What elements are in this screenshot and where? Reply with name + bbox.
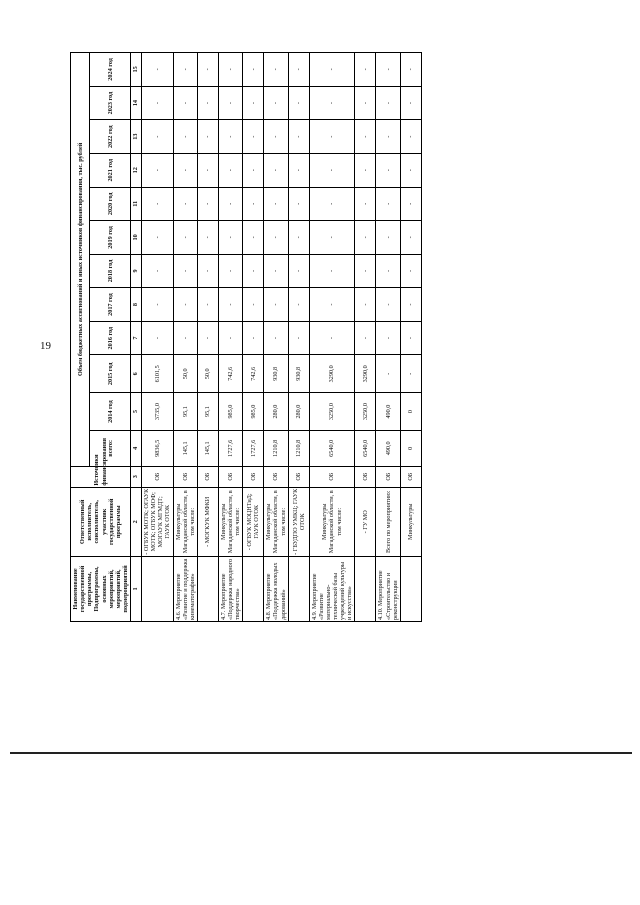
program-name-cell xyxy=(400,556,421,621)
year-value-cell: - xyxy=(355,221,376,255)
year-value-cell: - xyxy=(309,120,355,154)
year-value-cell: - xyxy=(197,221,218,255)
year-value-cell: - xyxy=(218,288,242,322)
year-value-cell: - xyxy=(197,153,218,187)
total-cell: 1727,6 xyxy=(243,430,264,466)
program-name-cell: 4.7. Мероприятие «Поддержка народного творчества» xyxy=(218,556,242,621)
year-value-cell: 3290,0 xyxy=(309,355,355,393)
year-value-cell: - xyxy=(218,53,242,87)
year-value-cell: - xyxy=(173,254,197,288)
responsible-cell: - МОГКУК МФКИ xyxy=(197,487,218,556)
year-value-cell: - xyxy=(376,187,400,221)
responsible-cell: Минкультуры Магаданской области, в том числе: xyxy=(264,487,288,556)
total-cell: 145,1 xyxy=(197,430,218,466)
total-cell: 1727,6 xyxy=(218,430,242,466)
responsible-cell: Минкультуры Магаданской области, в том числе: xyxy=(218,487,242,556)
column-index: 6 xyxy=(131,355,142,393)
year-value-cell: 95,1 xyxy=(197,393,218,431)
header-year: 2015 год xyxy=(90,355,131,393)
column-index: 12 xyxy=(131,153,142,187)
year-value-cell: - xyxy=(355,120,376,154)
column-index: 3 xyxy=(131,466,142,487)
year-value-cell: - xyxy=(309,153,355,187)
year-value-cell: - xyxy=(355,187,376,221)
header-name: Наименование государственной программы, Подпрограммы, основных мероприятий, мероприятий, подмероприятий xyxy=(71,556,131,621)
table-row xyxy=(355,53,376,622)
year-value-cell: - xyxy=(288,254,309,288)
year-value-cell: - xyxy=(376,86,400,120)
year-value-cell: 50,0 xyxy=(173,355,197,393)
year-value-cell: - xyxy=(288,120,309,154)
table-row xyxy=(142,53,174,622)
total-cell: 6540,0 xyxy=(355,430,376,466)
header-source: Источники финансирования xyxy=(71,466,131,487)
year-value-cell: - xyxy=(218,86,242,120)
year-value-cell: 742,6 xyxy=(243,355,264,393)
year-value-cell: - xyxy=(142,288,174,322)
year-value-cell: - xyxy=(197,187,218,221)
horizontal-rule xyxy=(10,752,632,754)
year-value-cell: - xyxy=(264,86,288,120)
year-value-cell: - xyxy=(376,221,400,255)
column-index: 5 xyxy=(131,393,142,431)
source-cell: ОБ xyxy=(288,466,309,487)
header-year: 2016 год xyxy=(90,321,131,355)
year-value-cell: - xyxy=(173,153,197,187)
source-cell: ОБ xyxy=(355,466,376,487)
year-value-cell: - xyxy=(288,321,309,355)
year-value-cell: - xyxy=(400,288,421,322)
year-value-cell: - xyxy=(243,187,264,221)
responsible-cell: - ГУ МО xyxy=(355,487,376,556)
program-name-cell: 4.8. Мероприятие «Поддержка молодых дарований» xyxy=(264,556,288,621)
column-index: 9 xyxy=(131,254,142,288)
year-value-cell: 742,6 xyxy=(218,355,242,393)
year-value-cell: - xyxy=(173,187,197,221)
year-value-cell: - xyxy=(243,86,264,120)
year-value-cell: - xyxy=(400,321,421,355)
year-value-cell: - xyxy=(355,53,376,87)
year-value-cell: - xyxy=(376,120,400,154)
year-value-cell: - xyxy=(355,288,376,322)
header-year: 2017 год xyxy=(90,288,131,322)
year-value-cell: - xyxy=(243,153,264,187)
table-row xyxy=(376,53,400,622)
program-name-cell xyxy=(243,556,264,621)
total-cell: 1210,8 xyxy=(264,430,288,466)
header-year: 2024 год xyxy=(90,53,131,87)
program-name-cell: 4.6. Мероприятие «Развитие и поддержка кинематографии» xyxy=(173,556,197,621)
total-cell: 6540,0 xyxy=(309,430,355,466)
year-value-cell: - xyxy=(309,254,355,288)
year-value-cell: - xyxy=(243,321,264,355)
header-budget: Объем бюджетных ассигнований и иных источников финансирования, тыс. рублей xyxy=(71,53,90,467)
column-index: 1 xyxy=(131,556,142,621)
program-name-cell xyxy=(142,556,174,621)
rotated-table-frame xyxy=(70,52,580,622)
year-value-cell: 490,0 xyxy=(376,393,400,431)
year-value-cell: 95,1 xyxy=(173,393,197,431)
column-index: 13 xyxy=(131,120,142,154)
year-value-cell: - xyxy=(197,321,218,355)
year-value-cell: - xyxy=(309,321,355,355)
header-total: всего: xyxy=(90,430,131,466)
year-value-cell: - xyxy=(355,153,376,187)
year-value-cell: - xyxy=(142,120,174,154)
year-value-cell: - xyxy=(288,86,309,120)
year-value-cell: - xyxy=(288,187,309,221)
year-value-cell: - xyxy=(243,288,264,322)
responsible-cell: - ОГБУК МОЦНТиД; ГАУК ОТОК xyxy=(243,487,264,556)
column-index: 8 xyxy=(131,288,142,322)
year-value-cell: - xyxy=(173,221,197,255)
year-value-cell: - xyxy=(142,86,174,120)
column-index: 10 xyxy=(131,221,142,255)
program-name-cell xyxy=(197,556,218,621)
responsible-cell: Минкультуры Магаданской области, в том числе: xyxy=(173,487,197,556)
source-cell: ОБ xyxy=(173,466,197,487)
year-value-cell: - xyxy=(400,86,421,120)
header-year: 2022 год xyxy=(90,120,131,154)
year-value-cell: 985,0 xyxy=(218,393,242,431)
year-value-cell: - xyxy=(218,153,242,187)
year-value-cell: - xyxy=(264,120,288,154)
column-index: 15 xyxy=(131,53,142,87)
year-value-cell: - xyxy=(400,187,421,221)
header-year: 2018 год xyxy=(90,254,131,288)
year-value-cell: - xyxy=(243,53,264,87)
header-year: 2023 год xyxy=(90,86,131,120)
year-value-cell: - xyxy=(288,221,309,255)
source-cell: ОБ xyxy=(218,466,242,487)
header-year: 2014 год xyxy=(90,393,131,431)
year-value-cell: 6101,5 xyxy=(142,355,174,393)
header-year: 2021 год xyxy=(90,153,131,187)
budget-table xyxy=(70,52,422,622)
table-row xyxy=(197,53,218,622)
year-value-cell: - xyxy=(400,254,421,288)
year-value-cell: - xyxy=(309,288,355,322)
year-value-cell: - xyxy=(376,53,400,87)
year-value-cell: - xyxy=(376,288,400,322)
year-value-cell: - xyxy=(355,86,376,120)
year-value-cell: - xyxy=(218,321,242,355)
table-row xyxy=(309,53,355,622)
year-value-cell: - xyxy=(309,53,355,87)
table-row xyxy=(243,53,264,622)
year-value-cell: - xyxy=(218,187,242,221)
year-value-cell: - xyxy=(355,254,376,288)
column-index: 7 xyxy=(131,321,142,355)
year-value-cell: 985,0 xyxy=(243,393,264,431)
year-value-cell: - xyxy=(264,153,288,187)
year-value-cell: 280,0 xyxy=(288,393,309,431)
year-value-cell: - xyxy=(309,187,355,221)
year-value-cell: 280,0 xyxy=(264,393,288,431)
source-cell: ОБ xyxy=(243,466,264,487)
responsible-cell: - ОГБУК МОТК; ОГАУК МОТК; ОГБУК МОФ; МОГАУК МГМДТ; ГАУК ОТОК xyxy=(143,488,172,555)
year-value-cell: - xyxy=(173,321,197,355)
year-value-cell: - xyxy=(197,254,218,288)
year-value-cell: - xyxy=(243,221,264,255)
year-value-cell: - xyxy=(288,153,309,187)
year-value-cell: - xyxy=(264,288,288,322)
year-value-cell: 930,8 xyxy=(264,355,288,393)
year-value-cell: - xyxy=(288,53,309,87)
table-row xyxy=(218,53,242,622)
year-value-cell: - xyxy=(400,153,421,187)
header-responsible: Ответственный исполнитель, соисполнитель, участник государственной программы xyxy=(71,487,131,556)
year-value-cell: 0 xyxy=(400,393,421,431)
year-value-cell: - xyxy=(173,120,197,154)
index-row xyxy=(131,53,142,622)
source-cell: ОБ xyxy=(142,466,174,487)
table-row xyxy=(288,53,309,622)
year-value-cell: - xyxy=(218,120,242,154)
total-cell: 145,1 xyxy=(173,430,197,466)
responsible-cell: Минкультуры xyxy=(400,487,421,556)
year-value-cell: - xyxy=(264,221,288,255)
year-value-cell: - xyxy=(400,53,421,87)
year-value-cell: - xyxy=(376,254,400,288)
table-row xyxy=(173,53,197,622)
year-value-cell: - xyxy=(197,53,218,87)
program-name-cell: 4.10. Мероприятие «Строительство и реконструкции xyxy=(376,556,400,621)
source-cell: ОБ xyxy=(197,466,218,487)
year-value-cell: 3250,0 xyxy=(309,393,355,431)
program-name-cell: 4.9. Мероприятие «Развитие материально-технической базы учреждений культуры и искусства» xyxy=(309,556,355,621)
responsible-cell: Минкультуры Магаданской области, в том числе: xyxy=(309,487,355,556)
year-value-cell: - xyxy=(376,355,400,393)
responsible-cell: Всего по мероприятию: xyxy=(376,487,400,556)
year-value-cell: - xyxy=(309,221,355,255)
year-value-cell: - xyxy=(376,153,400,187)
year-value-cell: - xyxy=(218,221,242,255)
year-value-cell: - xyxy=(142,53,174,87)
table-row xyxy=(264,53,288,622)
source-cell: ОБ xyxy=(400,466,421,487)
column-index: 2 xyxy=(131,487,142,556)
year-value-cell: - xyxy=(197,86,218,120)
program-name-cell xyxy=(288,556,309,621)
year-value-cell: - xyxy=(400,221,421,255)
page-number: 19 xyxy=(40,340,51,352)
year-value-cell: 3735,0 xyxy=(142,393,174,431)
year-value-cell: - xyxy=(173,288,197,322)
year-value-cell: - xyxy=(264,254,288,288)
source-cell: ОБ xyxy=(264,466,288,487)
source-cell: ОБ xyxy=(309,466,355,487)
year-value-cell: - xyxy=(218,254,242,288)
year-value-cell: - xyxy=(264,321,288,355)
year-value-cell: - xyxy=(142,221,174,255)
year-value-cell: - xyxy=(173,53,197,87)
header-year: 2020 год xyxy=(90,187,131,221)
column-index: 11 xyxy=(131,187,142,221)
year-value-cell: - xyxy=(288,288,309,322)
year-value-cell: - xyxy=(400,120,421,154)
year-value-cell: - xyxy=(197,120,218,154)
year-value-cell: 3290,0 xyxy=(355,355,376,393)
year-value-cell: - xyxy=(264,53,288,87)
table-row xyxy=(400,53,421,622)
year-value-cell: - xyxy=(309,86,355,120)
year-value-cell: - xyxy=(142,321,174,355)
year-value-cell: - xyxy=(142,254,174,288)
year-value-cell: - xyxy=(243,254,264,288)
year-value-cell: - xyxy=(142,187,174,221)
responsible-cell: - ГБУДПО УМКЦ; ГАУК ОТОК xyxy=(288,487,309,556)
column-index: 4 xyxy=(131,430,142,466)
year-value-cell: - xyxy=(173,86,197,120)
total-cell: 9836,5 xyxy=(142,430,174,466)
source-cell: ОБ xyxy=(376,466,400,487)
year-value-cell: 930,8 xyxy=(288,355,309,393)
year-value-cell: - xyxy=(400,355,421,393)
budget-table-rotated xyxy=(70,52,580,622)
year-value-cell: - xyxy=(376,321,400,355)
program-name-cell xyxy=(355,556,376,621)
total-cell: 490,0 xyxy=(376,430,400,466)
year-value-cell: 50,0 xyxy=(197,355,218,393)
year-value-cell: - xyxy=(142,153,174,187)
year-value-cell: 3250,0 xyxy=(355,393,376,431)
year-value-cell: - xyxy=(264,187,288,221)
year-value-cell: - xyxy=(355,321,376,355)
column-index: 14 xyxy=(131,86,142,120)
total-cell: 1210,8 xyxy=(288,430,309,466)
year-value-cell: - xyxy=(243,120,264,154)
year-value-cell: - xyxy=(197,288,218,322)
total-cell: 0 xyxy=(400,430,421,466)
header-year: 2019 год xyxy=(90,221,131,255)
